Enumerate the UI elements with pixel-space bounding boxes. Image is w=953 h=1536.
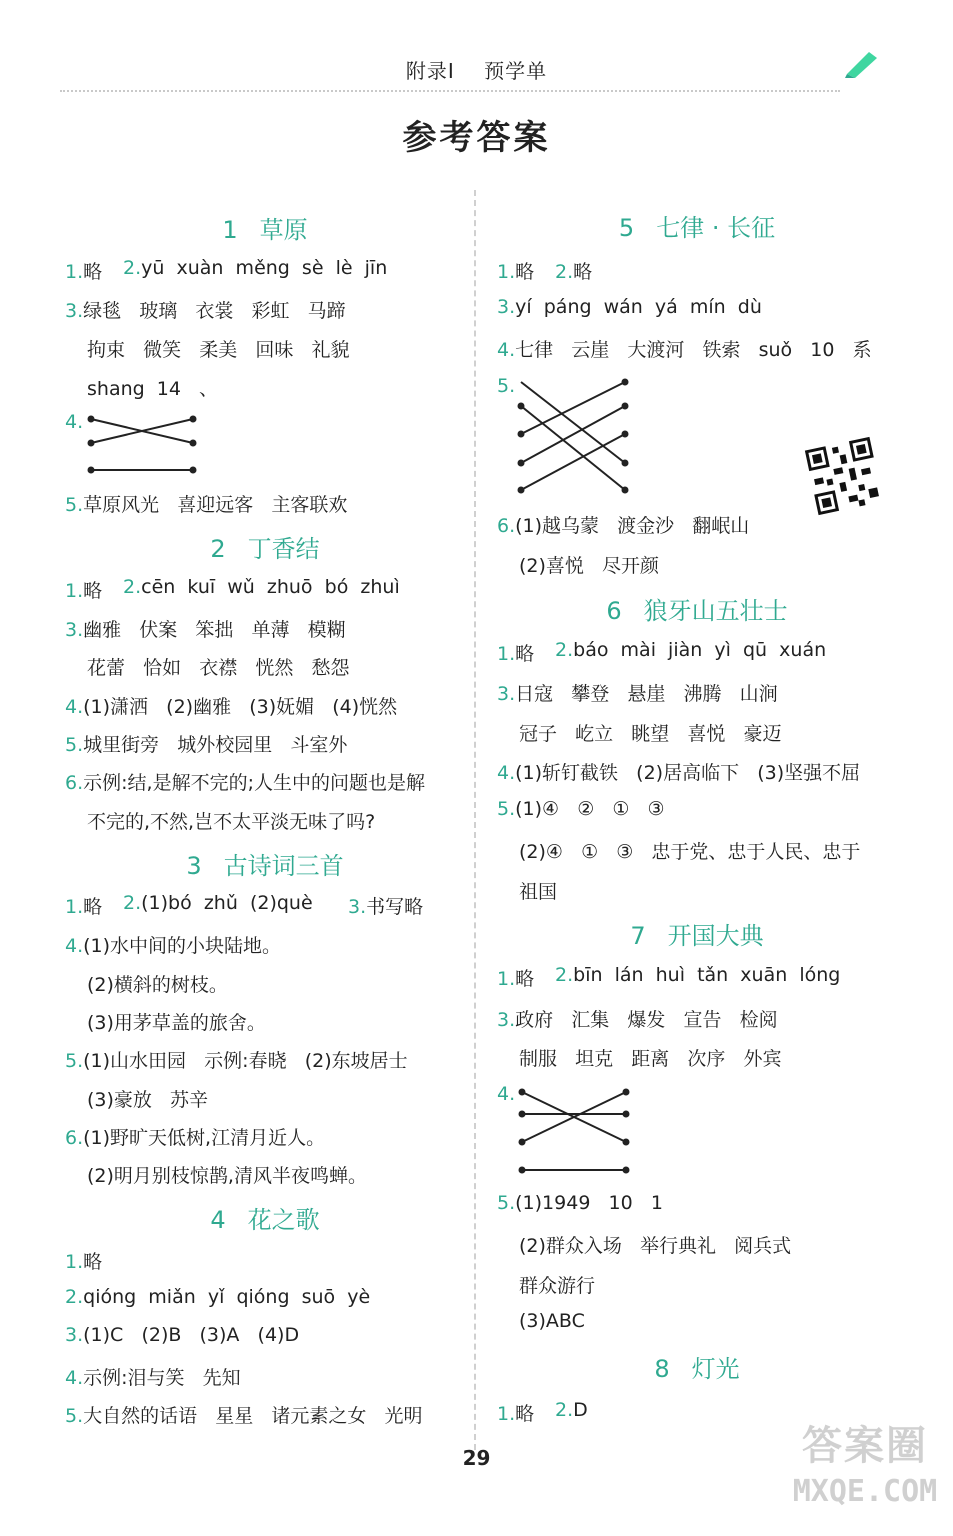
pencil-icon [843, 48, 883, 78]
answer-line [65, 1286, 370, 1308]
section-number: 4 [210, 1206, 226, 1234]
answer-text: 不完的,不然,岂不太平淡无味了吗? [87, 811, 376, 833]
header-appendix: 附录Ⅰ [405, 59, 455, 83]
question-number: 3. [497, 296, 516, 318]
question-number: 2. [555, 1399, 574, 1421]
question-number: 2. [555, 261, 574, 283]
question-number: 3. [65, 1324, 84, 1346]
answer-text: 城里街旁 城外校园里 斗室外 [83, 734, 348, 756]
answer-text: (2)横斜的树枝。 [87, 974, 228, 996]
answer-line [65, 1363, 241, 1390]
question-number: 3. [348, 896, 367, 918]
answer-line [519, 551, 659, 578]
section-name: 开国大典 [667, 922, 764, 950]
answer-text: yí páng wán yá mín dù [515, 296, 762, 318]
answer-text: (2)喜悦 尽开颜 [519, 555, 660, 577]
answer-text: 群众游行 [519, 1275, 596, 1297]
answer-line [65, 1401, 423, 1428]
question-number: 5. [65, 494, 84, 516]
answer-text: (3)用茅草盖的旅舍。 [87, 1012, 266, 1034]
answer-text: bīn lán huì tǎn xuān lóng [573, 964, 841, 986]
question-number: 1. [65, 580, 84, 602]
question-number: 3. [497, 683, 516, 705]
question-number: 2. [123, 576, 142, 598]
section-name: 狼牙山五壮士 [643, 597, 788, 625]
answer-text: yū xuàn měng sè lè jīn [141, 257, 388, 279]
question-number: 1. [497, 968, 516, 990]
header-dotted-rule [60, 90, 840, 92]
section-number: 5 [618, 214, 635, 242]
question-number: 3. [65, 619, 84, 641]
answer-line [65, 1046, 408, 1073]
answer-line [497, 1083, 515, 1105]
answer-line [497, 798, 665, 820]
answer-line [87, 374, 218, 401]
section-title [65, 1200, 465, 1235]
answer-line [65, 1324, 299, 1346]
question-number: 4. [65, 411, 84, 433]
answer-text: (3)豪放 苏辛 [87, 1089, 209, 1111]
answer-text: 略 [515, 643, 535, 665]
question-number: 2. [123, 892, 142, 914]
answer-line [519, 1044, 781, 1071]
answer-text: 略 [515, 1403, 535, 1425]
answer-text: 略 [515, 261, 535, 283]
answer-text: shang 14 、 [87, 378, 219, 400]
answer-line [555, 1399, 588, 1421]
section-title [65, 846, 465, 881]
answer-text: (1)山水田园 示例:春晓 (2)东坡居士 [83, 1050, 408, 1072]
answer-line [519, 1310, 585, 1332]
answer-line [87, 1085, 208, 1112]
answer-line [65, 692, 397, 719]
column-divider [474, 190, 476, 1450]
answer-line [65, 490, 347, 517]
question-number: 3. [65, 300, 84, 322]
section-number: 2 [210, 535, 226, 563]
answer-text: 书写略 [366, 896, 424, 918]
answer-line [65, 931, 281, 958]
answer-text: 制服 坦克 距离 次序 外宾 [519, 1048, 782, 1070]
question-number: 1. [497, 643, 516, 665]
answer-text: D [573, 1399, 588, 1421]
answer-line [519, 1231, 791, 1258]
answer-line [87, 970, 228, 997]
section-title [65, 210, 465, 245]
answer-line [497, 1005, 778, 1032]
question-number: 5. [497, 1192, 516, 1214]
answer-text: 示例:结,是解不完的;人生中的问题也是解 [83, 772, 425, 794]
question-number: 4. [65, 935, 84, 957]
question-number: 1. [497, 261, 516, 283]
answer-line [497, 335, 872, 362]
question-number: 2. [555, 964, 574, 986]
answer-line [65, 892, 102, 919]
answer-line [123, 257, 387, 279]
question-number: 6. [65, 772, 84, 794]
question-number: 4. [497, 1083, 516, 1105]
question-number: 1. [65, 896, 84, 918]
answer-text: (1)水中间的小块陆地。 [83, 935, 282, 957]
answer-line [87, 1161, 367, 1188]
answer-text: qióng miǎn yǐ qióng suō yè [83, 1286, 371, 1308]
answer-text: (1)C (2)B (3)A (4)D [83, 1324, 300, 1346]
answer-text: 略 [573, 261, 593, 283]
answer-text: 日寇 攀登 悬崖 沸腾 山涧 [515, 683, 778, 705]
answer-line [555, 964, 840, 986]
answer-line [497, 1399, 534, 1426]
section-number: 1 [222, 216, 238, 244]
answer-text: 示例:泪与笑 先知 [83, 1367, 241, 1389]
answer-line [87, 1008, 266, 1035]
running-header [0, 55, 953, 84]
answer-line [497, 1192, 663, 1214]
answer-line [555, 257, 592, 284]
answer-line [497, 257, 534, 284]
qr-code-icon[interactable] [801, 433, 886, 518]
answer-text: 略 [83, 1251, 103, 1273]
answer-line [497, 375, 515, 397]
section-title [497, 1349, 897, 1384]
answer-text: 草原风光 喜迎远客 主客联欢 [83, 494, 348, 516]
answer-text: 幽雅 伏案 笨拙 单薄 模糊 [83, 619, 346, 641]
answer-text: 花蕾 恰如 衣襟 恍然 愁怨 [87, 657, 350, 679]
answer-line [65, 257, 102, 284]
answer-text: (1)④ ② ① ③ [515, 798, 665, 820]
question-number: 6. [497, 515, 516, 537]
answer-text: (1)潇洒 (2)幽雅 (3)妩媚 (4)恍然 [83, 696, 398, 718]
answer-text: báo mài jiàn yì qū xuán [573, 639, 827, 661]
answer-text: (2)明月别枝惊鹊,清风半夜鸣蝉。 [87, 1165, 367, 1187]
answer-line [65, 1123, 325, 1150]
answer-line [123, 576, 400, 598]
answer-line [65, 296, 346, 323]
answer-line [348, 892, 423, 919]
answer-line [87, 335, 349, 362]
section-number: 7 [630, 922, 646, 950]
answer-text: cēn kuī wǔ zhuō bó zhuì [141, 576, 400, 598]
answer-line [65, 1247, 102, 1274]
answer-text: (2)④ ① ③ 忠于党、忠于人民、忠于 [519, 841, 861, 863]
answer-line [497, 758, 860, 785]
question-number: 2. [123, 257, 142, 279]
answer-line [65, 411, 83, 433]
answer-text: 政府 汇集 爆发 宣告 检阅 [515, 1009, 778, 1031]
answer-line [87, 807, 375, 834]
question-number: 5. [497, 798, 516, 820]
answer-line [519, 719, 781, 746]
answer-text: 略 [83, 896, 103, 918]
question-number: 4. [65, 696, 84, 718]
question-number: 5. [65, 1050, 84, 1072]
answer-line [519, 837, 860, 864]
section-title [497, 208, 897, 243]
answer-text: (1)野旷天低树,江清月近人。 [83, 1127, 326, 1149]
matching-figure-1-4 [86, 410, 201, 480]
question-number: 4. [497, 762, 516, 784]
question-number: 4. [65, 1367, 84, 1389]
answer-line [65, 768, 425, 795]
answer-text: 拘束 微笑 柔美 回味 礼貌 [87, 339, 350, 361]
section-name: 丁香结 [247, 535, 320, 563]
answer-line [519, 1271, 595, 1298]
answer-text: 祖国 [519, 881, 558, 903]
answer-line [123, 892, 313, 914]
section-name: 灯光 [691, 1355, 740, 1383]
section-title [497, 591, 897, 626]
answer-text: (1)越乌蒙 渡金沙 翻岷山 [515, 515, 750, 537]
section-number: 3 [186, 852, 202, 880]
answer-text: (3)ABC [519, 1310, 585, 1332]
answer-text: (2)群众入场 举行典礼 阅兵式 [519, 1235, 792, 1257]
section-name: 草原 [259, 216, 308, 244]
section-title [497, 916, 897, 951]
answer-line [65, 576, 102, 603]
answer-text: 略 [515, 968, 535, 990]
header-section: 预学单 [484, 59, 548, 83]
answer-text: 大自然的话语 星星 诸元素之女 光明 [83, 1405, 423, 1427]
matching-figure-5-5 [515, 376, 635, 498]
answer-text: 略 [83, 580, 103, 602]
watermark-text-1: 答案圈 [802, 1423, 928, 1469]
answer-line [497, 639, 534, 666]
answer-line [497, 296, 762, 318]
watermark-logo [790, 1420, 940, 1525]
answer-line [87, 653, 349, 680]
page-title: 参考答案 [402, 118, 551, 158]
answer-line [519, 877, 557, 904]
answer-line [555, 639, 826, 661]
section-title [65, 529, 465, 564]
answer-line [497, 964, 534, 991]
answer-text: (1)bó zhǔ (2)què [141, 892, 313, 914]
answer-text: 七律 云崖 大渡河 铁索 suǒ 10 系 [515, 339, 872, 361]
matching-figure-7-4 [516, 1086, 636, 1176]
question-number: 5. [65, 734, 84, 756]
answer-text: (1)斩钉截铁 (2)居高临下 (3)坚强不屈 [515, 762, 861, 784]
question-number: 5. [65, 1405, 84, 1427]
answer-text: 冠子 屹立 眺望 喜悦 豪迈 [519, 723, 782, 745]
watermark-text-2: MXQE.COM [792, 1474, 938, 1509]
section-name: 花之歌 [247, 1206, 320, 1234]
question-number: 3. [497, 1009, 516, 1031]
question-number: 6. [65, 1127, 84, 1149]
question-number: 2. [555, 639, 574, 661]
question-number: 1. [65, 261, 84, 283]
answer-line [65, 730, 347, 757]
question-number: 1. [497, 1403, 516, 1425]
answer-text: 绿毯 玻璃 衣裳 彩虹 马蹄 [83, 300, 346, 322]
answer-text: (1)1949 10 1 [515, 1192, 663, 1214]
section-name: 七律 · 长征 [656, 214, 776, 242]
section-name: 古诗词三首 [223, 852, 344, 880]
answer-line [497, 679, 778, 706]
section-number: 6 [606, 597, 622, 625]
question-number: 4. [497, 339, 516, 361]
answer-text: 略 [83, 261, 103, 283]
answer-line [497, 511, 749, 538]
answer-line [65, 615, 346, 642]
question-number: 5. [497, 375, 516, 397]
question-number: 2. [65, 1286, 84, 1308]
question-number: 1. [65, 1251, 84, 1273]
section-number: 8 [654, 1355, 670, 1383]
page-number: 29 [462, 1446, 491, 1470]
